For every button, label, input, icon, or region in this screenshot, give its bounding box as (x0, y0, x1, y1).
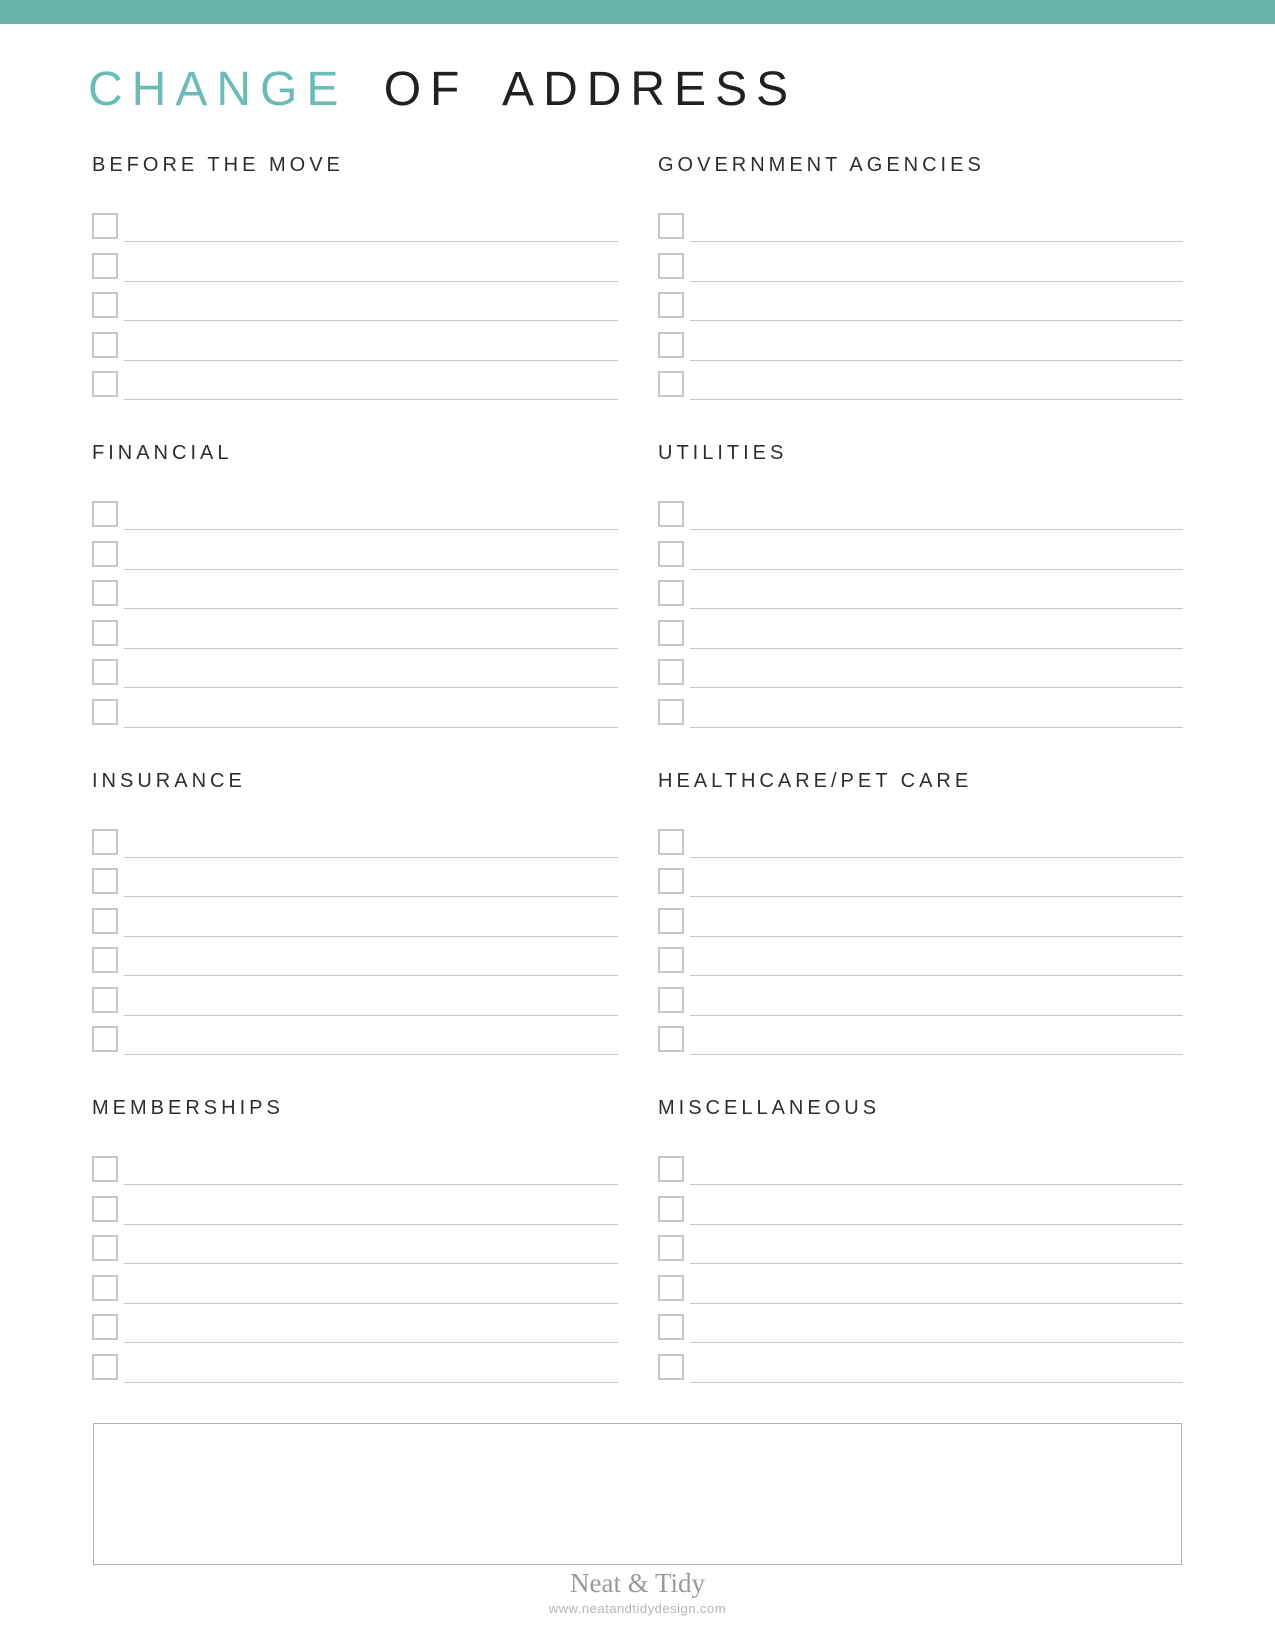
checkbox[interactable] (92, 659, 118, 685)
section-rows (88, 1156, 618, 1382)
checkbox[interactable] (658, 1354, 684, 1380)
section-rows (654, 1156, 1183, 1382)
checkbox[interactable] (658, 829, 684, 855)
section-rows (654, 501, 1183, 727)
checklist-row (654, 908, 1183, 936)
section-government-agencies (654, 153, 1183, 399)
section-rows (88, 829, 618, 1055)
brand-website: www.neatandtidydesign.com (548, 1601, 727, 1616)
checkbox[interactable] (92, 541, 118, 567)
checklist-row (88, 580, 618, 608)
entry-line-input[interactable] (124, 213, 618, 242)
entry-line-input[interactable] (690, 213, 1183, 242)
entry-line-input[interactable] (124, 659, 618, 688)
checklist-row (654, 620, 1183, 648)
checklist-row (654, 1235, 1183, 1263)
entry-line-input[interactable] (124, 620, 618, 649)
checkbox[interactable] (658, 292, 684, 318)
checklist-row (88, 292, 618, 320)
entry-line-input[interactable] (124, 829, 618, 858)
entry-line-input[interactable] (690, 829, 1183, 858)
checklist-row (88, 332, 618, 360)
entry-line-input[interactable] (124, 541, 618, 570)
checkbox[interactable] (92, 580, 118, 606)
entry-line-input[interactable] (690, 1196, 1183, 1225)
checklist-row (654, 868, 1183, 896)
checklist-row (88, 1354, 618, 1382)
checkbox[interactable] (92, 1156, 118, 1182)
checklist-row (88, 1235, 618, 1263)
checkbox[interactable] (658, 1196, 684, 1222)
entry-line-input[interactable] (690, 947, 1183, 976)
entry-line-input[interactable] (690, 1314, 1183, 1343)
checkbox[interactable] (92, 501, 118, 527)
entry-line-input[interactable] (124, 1156, 618, 1185)
section-heading: INSURANCE (92, 769, 246, 792)
entry-line-input[interactable] (690, 371, 1183, 400)
checkbox[interactable] (92, 699, 118, 725)
entry-line-input[interactable] (690, 580, 1183, 609)
checklist-row (654, 1354, 1183, 1382)
checklist-row (88, 987, 618, 1015)
brand-logo-text: Neat & Tidy (569, 1568, 706, 1598)
checklist-column-right (654, 0, 1183, 1420)
checkbox[interactable] (92, 253, 118, 279)
checklist-row (654, 580, 1183, 608)
entry-line-input[interactable] (124, 292, 618, 321)
checkbox[interactable] (658, 1314, 684, 1340)
checkbox[interactable] (658, 620, 684, 646)
page-title-accent: CHANGE (88, 63, 348, 116)
entry-line-input[interactable] (124, 947, 618, 976)
entry-line-input[interactable] (690, 292, 1183, 321)
checkbox[interactable] (92, 1196, 118, 1222)
checklist-row (654, 1275, 1183, 1303)
section-heading: BEFORE THE MOVE (92, 154, 344, 176)
checkbox[interactable] (658, 580, 684, 606)
checklist-row (88, 1275, 618, 1303)
checklist-row (88, 699, 618, 727)
checkbox[interactable] (658, 1235, 684, 1261)
section-utilities (654, 441, 1183, 727)
entry-line-input[interactable] (124, 371, 618, 400)
entry-line-input[interactable] (124, 908, 618, 937)
checklist-row (654, 1026, 1183, 1054)
checklist-row (654, 1314, 1183, 1342)
checkbox[interactable] (658, 253, 684, 279)
checklist-row (88, 501, 618, 529)
entry-line-input[interactable] (124, 332, 618, 361)
checklist-row (654, 501, 1183, 529)
entry-line-input[interactable] (124, 1235, 618, 1264)
entry-line-input[interactable] (124, 580, 618, 609)
checkbox[interactable] (658, 501, 684, 527)
section-before-the-move (88, 153, 618, 399)
entry-line-input[interactable] (690, 1275, 1183, 1304)
checkbox[interactable] (658, 987, 684, 1013)
checkbox[interactable] (92, 987, 118, 1013)
section-rows (654, 213, 1183, 399)
checkbox[interactable] (658, 908, 684, 934)
checklist-row (654, 332, 1183, 360)
entry-line-input[interactable] (124, 699, 618, 728)
section-rows (88, 501, 618, 727)
entry-line-input[interactable] (690, 501, 1183, 530)
entry-line-input[interactable] (124, 1196, 618, 1225)
checklist-row (654, 253, 1183, 281)
checkbox[interactable] (92, 1235, 118, 1261)
entry-line-input[interactable] (124, 1354, 618, 1383)
checklist-row (654, 1196, 1183, 1224)
entry-line-input[interactable] (690, 1235, 1183, 1264)
checklist-row (654, 829, 1183, 857)
entry-line-input[interactable] (690, 987, 1183, 1016)
section-healthcare-pet-care (654, 769, 1183, 1055)
checklist-row (88, 1156, 618, 1184)
checklist-row (88, 253, 618, 281)
checklist-row (654, 541, 1183, 569)
entry-line-input[interactable] (124, 253, 618, 282)
entry-line-input[interactable] (690, 332, 1183, 361)
entry-line-input[interactable] (690, 1156, 1183, 1185)
section-heading: UTILITIES (658, 442, 788, 464)
checklist-row (88, 829, 618, 857)
checkbox[interactable] (92, 1314, 118, 1340)
checkbox[interactable] (658, 868, 684, 894)
entry-line-input[interactable] (690, 620, 1183, 649)
section-rows (88, 213, 618, 399)
section-miscellaneous (654, 1096, 1183, 1382)
checklist-row (88, 1314, 618, 1342)
entry-line-input[interactable] (124, 1026, 618, 1055)
notes-box[interactable] (93, 1423, 1182, 1565)
checklist-row (88, 541, 618, 569)
checklist-column-left (88, 0, 618, 1420)
checkbox[interactable] (92, 1354, 118, 1380)
entry-line-input[interactable] (690, 541, 1183, 570)
entry-line-input[interactable] (124, 501, 618, 530)
checkbox[interactable] (92, 213, 118, 239)
section-rows (654, 829, 1183, 1055)
entry-line-input[interactable] (690, 908, 1183, 937)
checkbox[interactable] (658, 1156, 684, 1182)
checkbox[interactable] (92, 292, 118, 318)
checkbox[interactable] (658, 699, 684, 725)
entry-line-input[interactable] (124, 1314, 618, 1343)
checkbox[interactable] (92, 1026, 118, 1052)
section-heading: MISCELLANEOUS (658, 1097, 881, 1119)
section-heading: FINANCIAL (92, 442, 233, 464)
section-heading: GOVERNMENT AGENCIES (658, 154, 985, 176)
checkbox[interactable] (92, 1275, 118, 1301)
checklist-row (88, 868, 618, 896)
checklist-row (88, 213, 618, 241)
checkbox[interactable] (658, 332, 684, 358)
entry-line-input[interactable] (124, 868, 618, 897)
entry-line-input[interactable] (690, 659, 1183, 688)
page-title-rest: OF ADDRESS (383, 63, 798, 116)
section-memberships (88, 1096, 618, 1382)
checkbox[interactable] (658, 1275, 684, 1301)
checkbox[interactable] (92, 371, 118, 397)
entry-line-input[interactable] (690, 1354, 1183, 1383)
checklist-row (88, 1196, 618, 1224)
checkbox[interactable] (658, 947, 684, 973)
checkbox[interactable] (658, 1026, 684, 1052)
section-insurance (88, 769, 618, 1055)
checklist-row (654, 292, 1183, 320)
entry-line-input[interactable] (124, 987, 618, 1016)
checkbox[interactable] (658, 659, 684, 685)
entry-line-input[interactable] (124, 1275, 618, 1304)
checklist-row (88, 947, 618, 975)
checkbox[interactable] (658, 371, 684, 397)
checklist-row (654, 213, 1183, 241)
checkbox[interactable] (92, 829, 118, 855)
checklist-row (654, 371, 1183, 399)
checkbox[interactable] (92, 908, 118, 934)
checklist-row (654, 947, 1183, 975)
checkbox[interactable] (658, 213, 684, 239)
checklist-row (88, 371, 618, 399)
checklist-row (88, 659, 618, 687)
checkbox[interactable] (92, 868, 118, 894)
checkbox[interactable] (658, 541, 684, 567)
checklist-row (88, 908, 618, 936)
section-heading: MEMBERSHIPS (92, 1097, 284, 1119)
entry-line-input[interactable] (690, 868, 1183, 897)
checkbox[interactable] (92, 947, 118, 973)
checkbox[interactable] (92, 620, 118, 646)
section-heading: HEALTHCARE/PET CARE (658, 769, 973, 792)
entry-line-input[interactable] (690, 1026, 1183, 1055)
checklist-row (88, 620, 618, 648)
section-financial (88, 441, 618, 727)
checklist-row (654, 659, 1183, 687)
checklist-row (654, 1156, 1183, 1184)
checklist-row (88, 1026, 618, 1054)
checkbox[interactable] (92, 332, 118, 358)
checklist-row (654, 699, 1183, 727)
checklist-row (654, 987, 1183, 1015)
entry-line-input[interactable] (690, 253, 1183, 282)
entry-line-input[interactable] (690, 699, 1183, 728)
